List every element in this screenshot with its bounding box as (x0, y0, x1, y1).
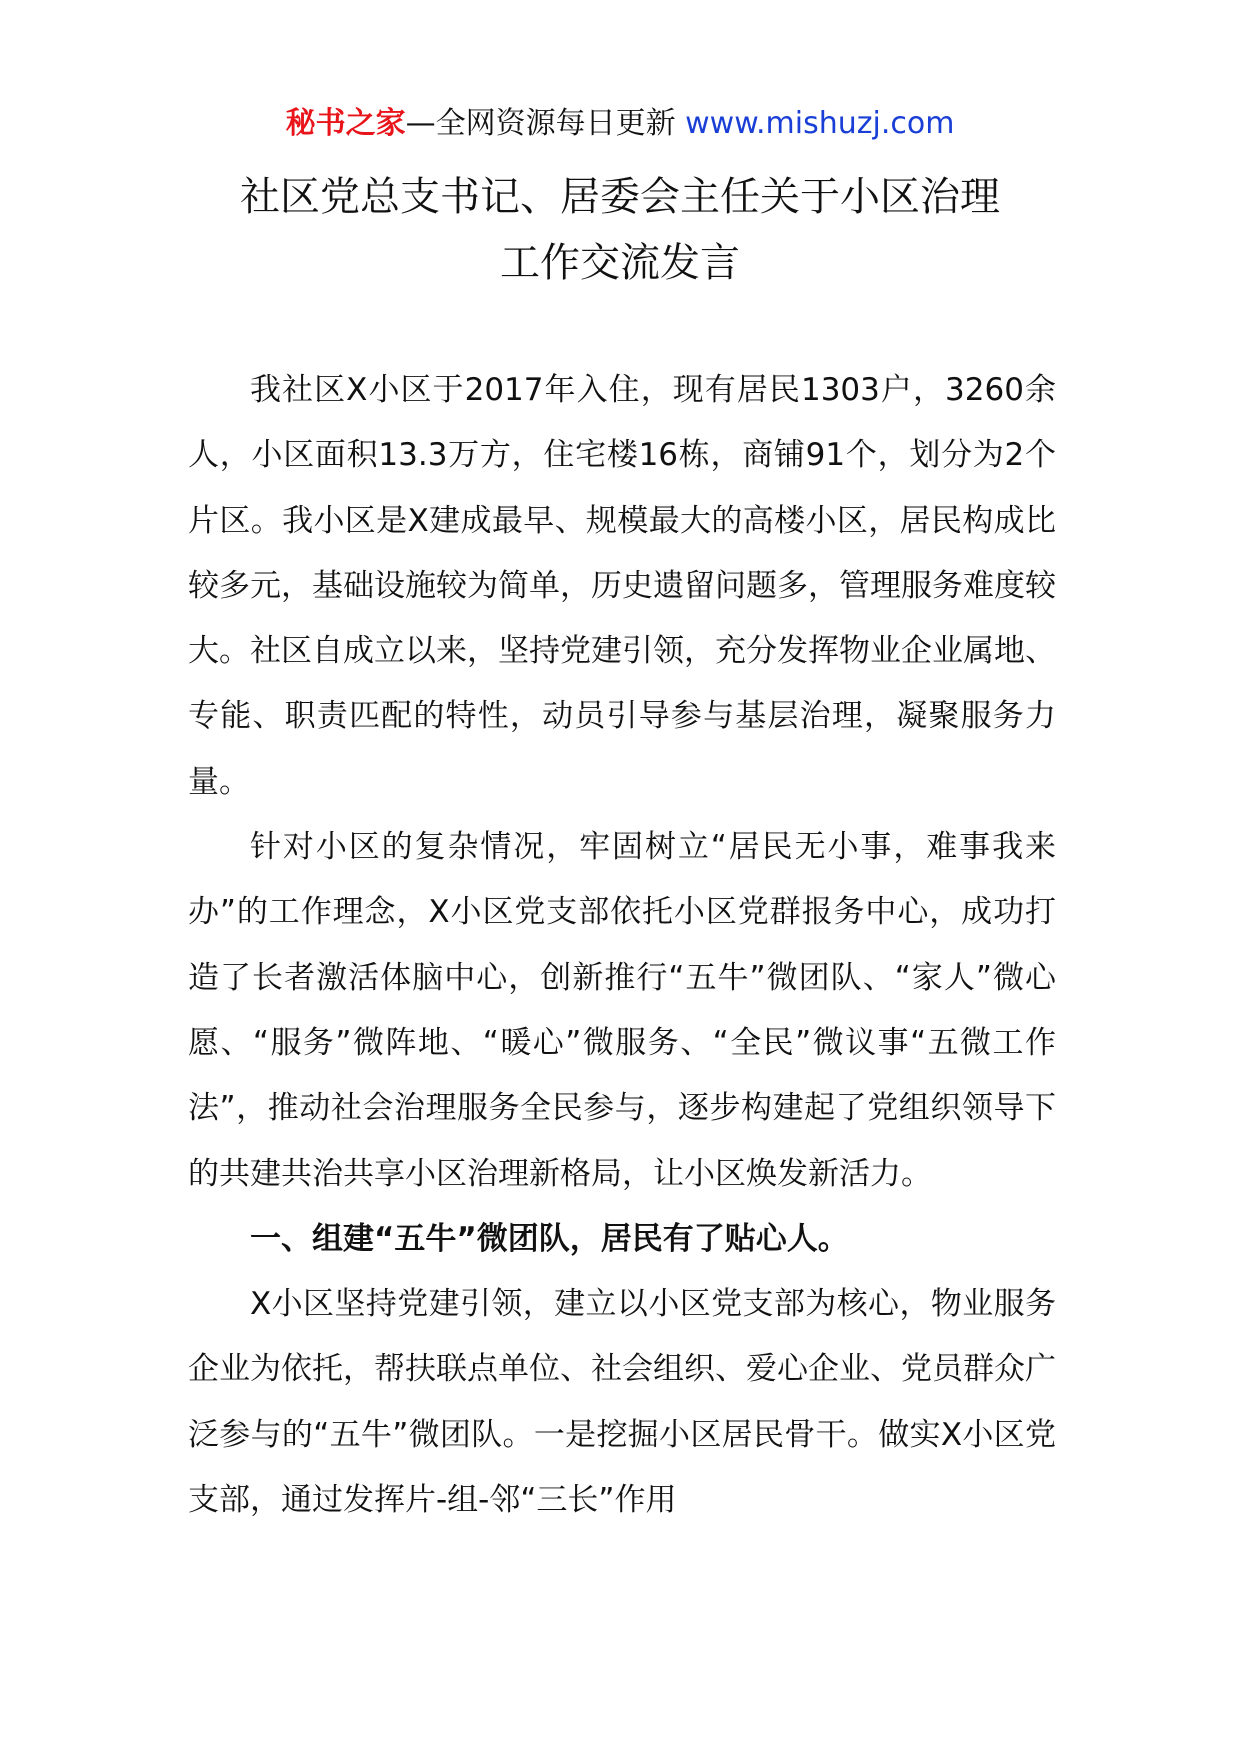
watermark-header (0, 104, 1240, 144)
document-title (0, 164, 1240, 296)
paragraph-approach: 针对小区的复杂情况，牢固树立“居民无小事，难事我来办”的工作理念，X小区党支部依托小区党群报务中心，成功打造了长者激活体脑中心，创新推行“五牛”微团队、“家人”微心愿、“服务”微阵地、“暖心”微服务、“全民”微议事“五微工作法”，推动社会治理服务全民参与，逐步构建起了党组织领导下的共建共治共享小区治理新格局，让小区焕发新活力。 (188, 829, 1056, 1192)
paragraph-section-1: X小区坚持党建引领，建立以小区党支部为核心，物业服务企业为依托，帮扶联点单位、社会组织、爱心企业、党员群众广泛参与的“五牛”微团队。一是挖掘小区居民骨干。做实X小区党支部，通过发挥片-组-邻“三长”作用 (188, 1286, 1056, 1519)
title-line-2: 工作交流发言 (500, 240, 740, 286)
watermark-brand: 秘书之家 (285, 106, 406, 141)
section-heading-1: 一、组建“五牛”微团队，居民有了贴心人。 (250, 1220, 849, 1257)
watermark-tagline: —全网资源每日更新 (405, 106, 686, 141)
watermark-url[interactable]: www.mishuzj.com (685, 106, 955, 141)
title-line-1: 社区党总支书记、居委会主任关于小区治理 (240, 174, 1000, 220)
document-body (188, 358, 1056, 1533)
paragraph-intro: 我社区X小区于2017年入住，现有居民1303户，3260余人，小区面积13.3万方，住宅楼16栋，商铺91个，划分为2个片区。我小区是X建成最早、规模最大的高楼小区，居民构成比较多元，基础设施较为简单，历史遗留问题多，管理服务难度较大。社区自成立以来，坚持党建引领，充分发挥物业企业属地、专能、职责匹配的特性，动员引导参与基层治理，凝聚服务力量。 (188, 372, 1056, 800)
